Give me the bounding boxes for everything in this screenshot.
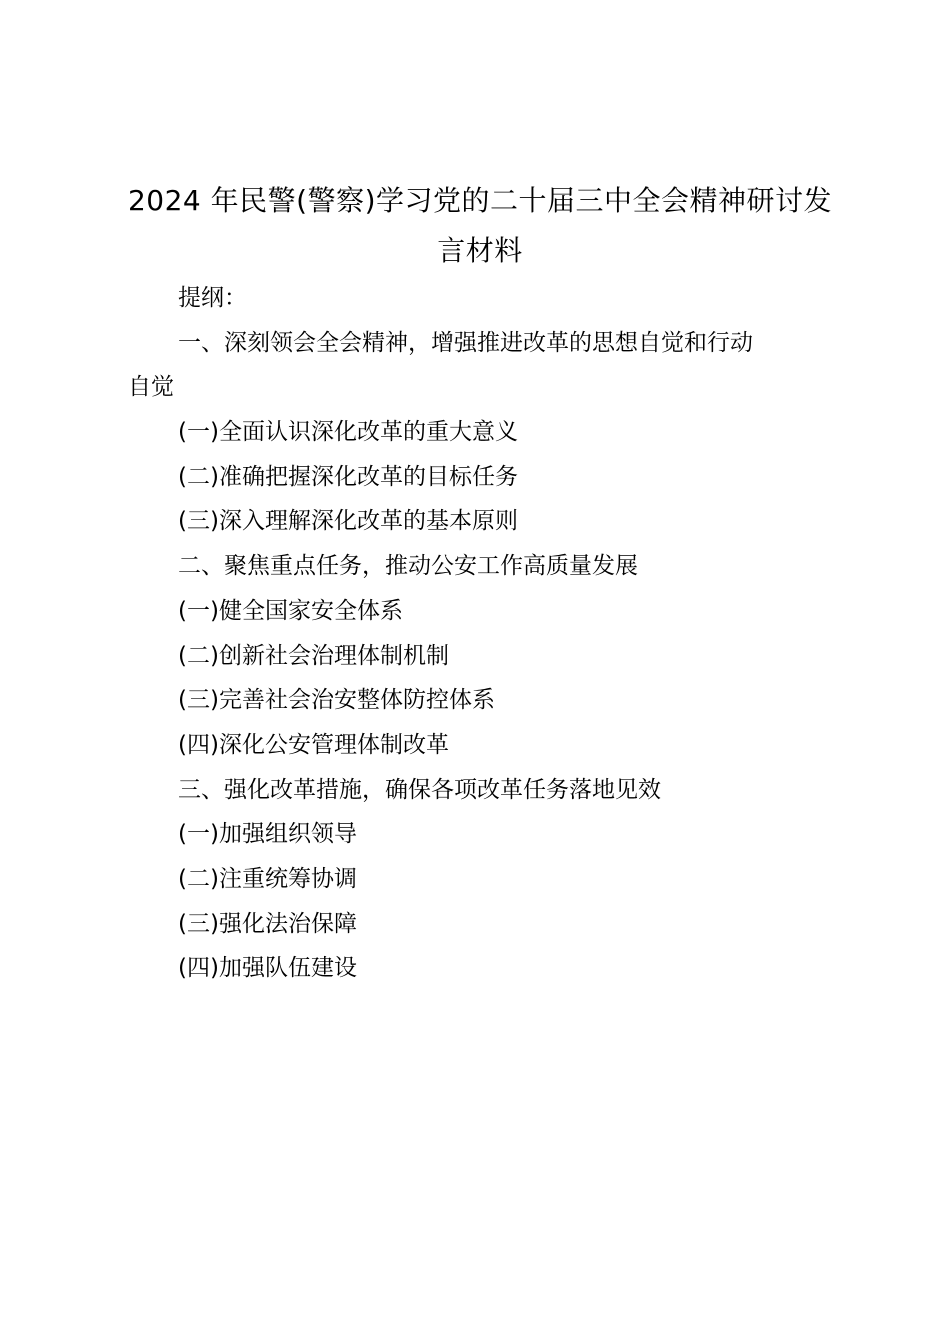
- section-3-item: (三)强化法治保障: [178, 910, 357, 937]
- section-2-item: (三)完善社会治安整体防控体系: [178, 687, 495, 714]
- section-2-item: (四)深化公安管理体制改革: [178, 731, 449, 758]
- section-3-item: (四)加强队伍建设: [178, 955, 357, 982]
- section-1-heading-continued: 自觉: [128, 374, 174, 401]
- section-3-item: (二)注重统筹协调: [178, 865, 357, 892]
- title-line-1: 2024 年民警(警察)学习党的二十届三中全会精神研讨发: [127, 184, 832, 217]
- document-title: [120, 176, 840, 276]
- outline-label: 提纲：: [178, 285, 247, 311]
- section-2-heading: 二、聚焦重点任务，推动公安工作高质量发展: [178, 553, 638, 580]
- section-3-heading: 三、强化改革措施，确保各项改革任务落地见效: [178, 776, 661, 803]
- section-2-item: (一)健全国家安全体系: [178, 597, 403, 624]
- section-1-item: (一)全面认识深化改革的重大意义: [178, 419, 518, 446]
- section-1-heading: 一、深刻领会全会精神，增强推进改革的思想自觉和行动: [178, 329, 753, 356]
- outline-list: [128, 276, 828, 991]
- section-1-item: (二)准确把握深化改革的目标任务: [178, 463, 518, 490]
- section-1-item: (三)深入理解深化改革的基本原则: [178, 508, 518, 535]
- section-3-item: (一)加强组织领导: [178, 821, 357, 848]
- section-2-item: (二)创新社会治理体制机制: [178, 642, 449, 669]
- title-line-2: 言材料: [437, 234, 523, 267]
